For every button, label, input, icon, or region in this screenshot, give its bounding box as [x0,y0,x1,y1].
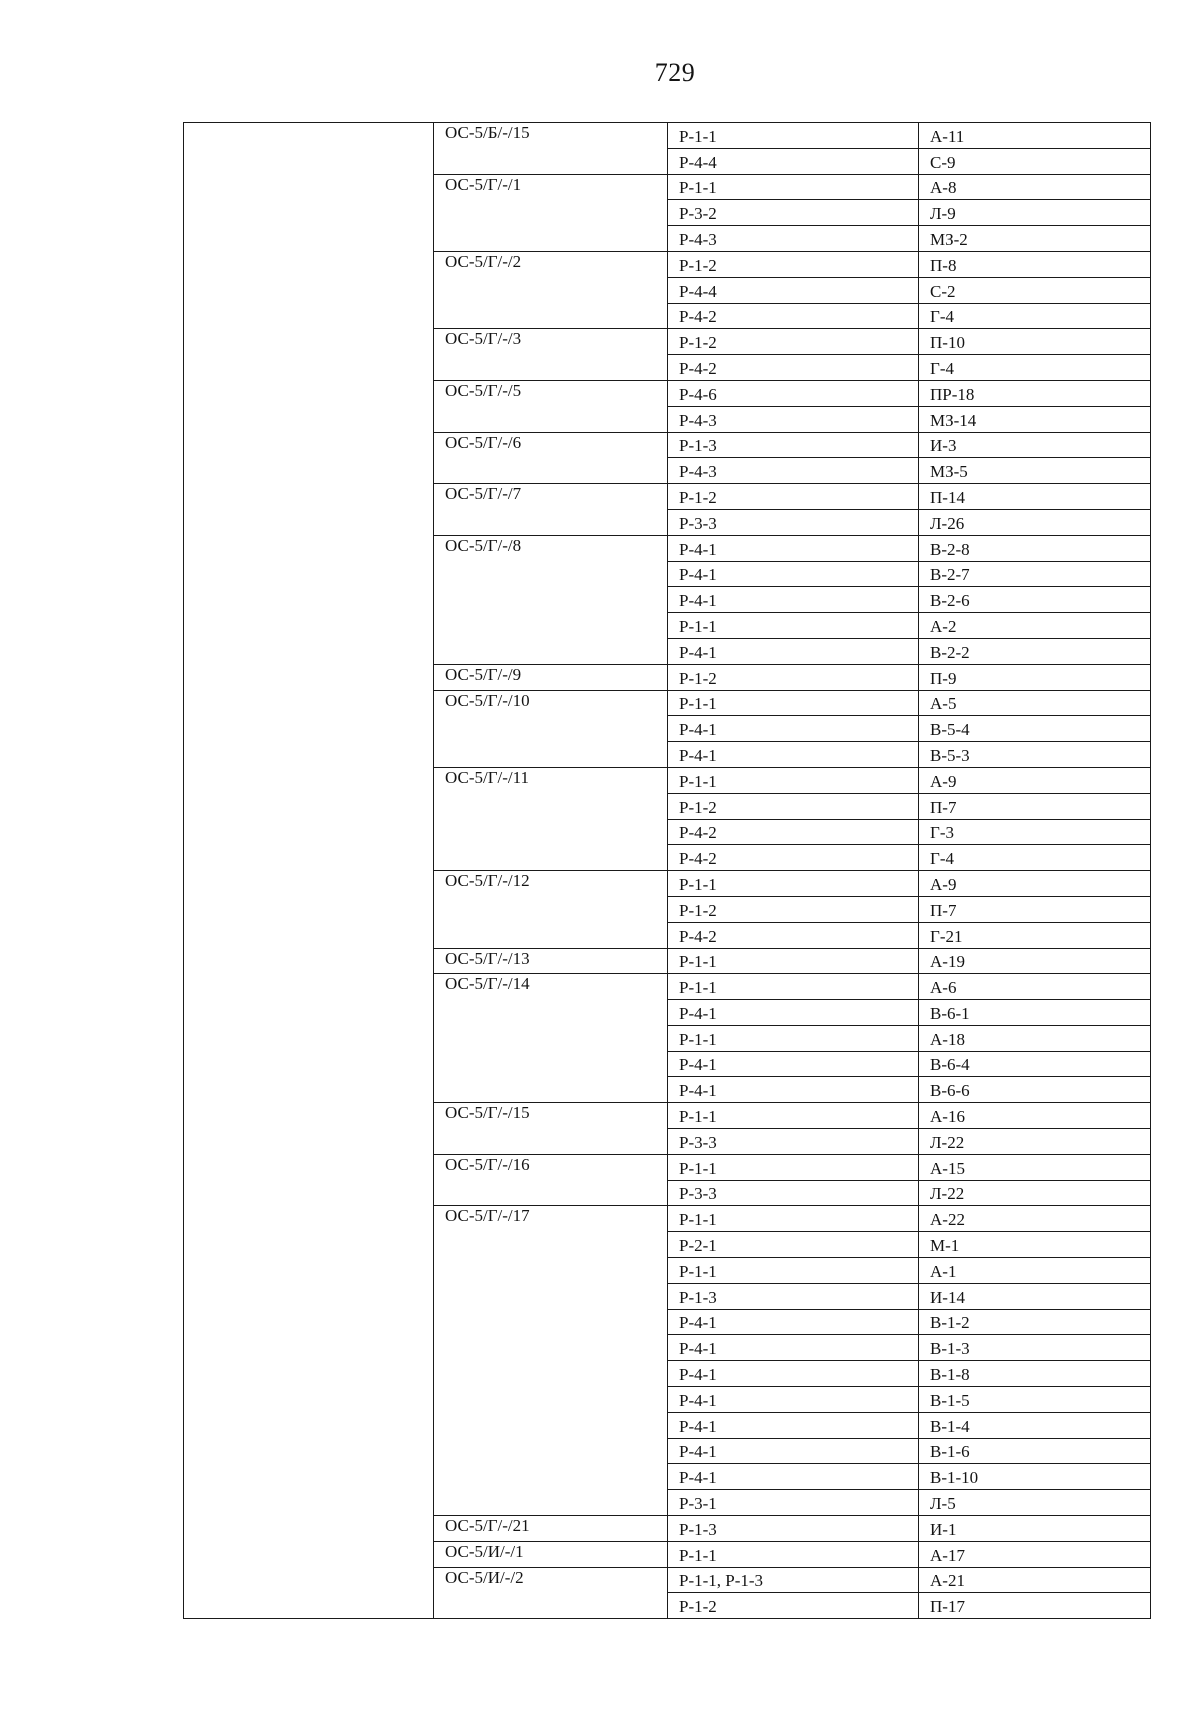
value-cell: А-2 [919,613,1151,639]
reference-cell: Р-1-1, Р-1-3 [668,1567,919,1593]
reference-cell: Р-4-1 [668,1335,919,1361]
reference-cell: Р-4-1 [668,587,919,613]
reference-cell: Р-4-3 [668,406,919,432]
reference-cell: Р-1-2 [668,896,919,922]
value-cell: П-8 [919,251,1151,277]
reference-cell: Р-4-1 [668,561,919,587]
reference-cell: Р-1-3 [668,432,919,458]
value-cell: В-2-6 [919,587,1151,613]
group-code-cell: ОС-5/Г/-/10 [434,690,668,767]
value-cell: А-15 [919,1154,1151,1180]
reference-cell: Р-4-4 [668,148,919,174]
group-code-cell: ОС-5/Г/-/17 [434,1206,668,1516]
reference-cell: Р-1-1 [668,690,919,716]
reference-cell: Р-4-2 [668,303,919,329]
group-code-cell: ОС-5/Г/-/6 [434,432,668,484]
reference-cell: Р-4-2 [668,922,919,948]
value-cell: А-21 [919,1567,1151,1593]
value-cell: А-17 [919,1541,1151,1567]
value-cell: В-1-8 [919,1361,1151,1387]
reference-cell: Р-1-2 [668,793,919,819]
reference-cell: Р-4-1 [668,742,919,768]
table-body [184,123,1151,1619]
reference-cell: Р-1-1 [668,174,919,200]
value-cell: И-3 [919,432,1151,458]
value-cell: И-1 [919,1516,1151,1542]
reference-cell: Р-4-4 [668,277,919,303]
group-code-cell: ОС-5/Г/-/15 [434,1103,668,1155]
reference-cell: Р-1-2 [668,484,919,510]
reference-cell: Р-4-3 [668,458,919,484]
value-cell: В-1-2 [919,1309,1151,1335]
reference-cell: Р-4-3 [668,226,919,252]
value-cell: А-1 [919,1258,1151,1284]
reference-cell: Р-1-1 [668,767,919,793]
value-cell: МЗ-2 [919,226,1151,252]
group-code-cell: ОС-5/Г/-/8 [434,535,668,664]
value-cell: А-9 [919,871,1151,897]
group-code-cell: ОС-5/Г/-/16 [434,1154,668,1206]
reference-cell: Р-1-2 [668,664,919,690]
group-code-cell: ОС-5/Г/-/12 [434,871,668,948]
value-cell: В-1-5 [919,1387,1151,1413]
group-code-cell: ОС-5/Г/-/14 [434,974,668,1103]
value-cell: Л-9 [919,200,1151,226]
value-cell: А-16 [919,1103,1151,1129]
value-cell: П-17 [919,1593,1151,1619]
group-code-cell: ОС-5/Г/-/1 [434,174,668,251]
reference-cell: Р-1-1 [668,1258,919,1284]
reference-cell: Р-1-1 [668,948,919,974]
reference-cell: Р-3-3 [668,1129,919,1155]
value-cell: А-18 [919,1025,1151,1051]
reference-cell: Р-4-1 [668,535,919,561]
reference-cell: Р-1-2 [668,1593,919,1619]
reference-cell: Р-4-1 [668,1000,919,1026]
reference-cell: Р-1-3 [668,1283,919,1309]
reference-cell: Р-1-1 [668,1025,919,1051]
value-cell: В-6-1 [919,1000,1151,1026]
value-cell: В-2-8 [919,535,1151,561]
value-cell: ПР-18 [919,380,1151,406]
value-cell: А-11 [919,123,1151,149]
data-table [183,122,1151,1619]
value-cell: В-5-3 [919,742,1151,768]
reference-cell: Р-1-1 [668,1154,919,1180]
value-cell: Г-4 [919,303,1151,329]
reference-cell: Р-1-1 [668,613,919,639]
reference-cell: Р-1-1 [668,974,919,1000]
reference-cell: Р-3-2 [668,200,919,226]
reference-cell: Р-4-1 [668,1077,919,1103]
group-code-cell: ОС-5/И/-/1 [434,1541,668,1567]
value-cell: В-2-7 [919,561,1151,587]
blank-column-cell [184,123,434,1619]
value-cell: А-9 [919,767,1151,793]
reference-cell: Р-4-2 [668,845,919,871]
group-code-cell: ОС-5/И/-/2 [434,1567,668,1619]
value-cell: П-7 [919,793,1151,819]
group-code-cell: ОС-5/Г/-/3 [434,329,668,381]
reference-cell: Р-4-1 [668,716,919,742]
reference-cell: Р-1-1 [668,123,919,149]
value-cell: В-2-2 [919,638,1151,664]
table-row [184,123,1151,149]
reference-cell: Р-4-1 [668,1361,919,1387]
value-cell: В-1-10 [919,1464,1151,1490]
reference-cell: Р-4-1 [668,1438,919,1464]
value-cell: В-1-4 [919,1412,1151,1438]
value-cell: П-7 [919,896,1151,922]
reference-cell: Р-3-1 [668,1490,919,1516]
value-cell: В-1-3 [919,1335,1151,1361]
reference-cell: Р-1-1 [668,871,919,897]
group-code-cell: ОС-5/Б/-/15 [434,123,668,175]
reference-cell: Р-1-3 [668,1516,919,1542]
reference-cell: Р-4-1 [668,1309,919,1335]
reference-cell: Р-1-2 [668,329,919,355]
group-code-cell: ОС-5/Г/-/5 [434,380,668,432]
value-cell: Л-5 [919,1490,1151,1516]
value-cell: В-6-6 [919,1077,1151,1103]
value-cell: В-5-4 [919,716,1151,742]
page-number: 729 [654,58,696,87]
group-code-cell: ОС-5/Г/-/11 [434,767,668,870]
value-cell: А-6 [919,974,1151,1000]
value-cell: МЗ-5 [919,458,1151,484]
reference-cell: Р-1-1 [668,1206,919,1232]
reference-cell: Р-4-1 [668,1464,919,1490]
value-cell: П-9 [919,664,1151,690]
reference-cell: Р-4-6 [668,380,919,406]
value-cell: Г-4 [919,845,1151,871]
value-cell: Г-3 [919,819,1151,845]
reference-cell: Р-4-1 [668,638,919,664]
value-cell: В-1-6 [919,1438,1151,1464]
value-cell: М-1 [919,1232,1151,1258]
value-cell: Л-26 [919,509,1151,535]
value-cell: А-19 [919,948,1151,974]
group-code-cell: ОС-5/Г/-/2 [434,251,668,328]
value-cell: А-8 [919,174,1151,200]
reference-cell: Р-4-1 [668,1412,919,1438]
reference-cell: Р-2-1 [668,1232,919,1258]
reference-cell: Р-1-1 [668,1103,919,1129]
value-cell: Г-21 [919,922,1151,948]
reference-cell: Р-3-3 [668,509,919,535]
reference-cell: Р-3-3 [668,1180,919,1206]
reference-cell: Р-1-2 [668,251,919,277]
value-cell: Г-4 [919,355,1151,381]
value-cell: С-9 [919,148,1151,174]
reference-cell: Р-1-1 [668,1541,919,1567]
reference-cell: Р-4-1 [668,1387,919,1413]
value-cell: И-14 [919,1283,1151,1309]
reference-cell: Р-4-1 [668,1051,919,1077]
value-cell: МЗ-14 [919,406,1151,432]
value-cell: Л-22 [919,1129,1151,1155]
reference-cell: Р-4-2 [668,819,919,845]
group-code-cell: ОС-5/Г/-/9 [434,664,668,690]
value-cell: В-6-4 [919,1051,1151,1077]
value-cell: А-5 [919,690,1151,716]
reference-cell: Р-4-2 [668,355,919,381]
group-code-cell: ОС-5/Г/-/7 [434,484,668,536]
value-cell: А-22 [919,1206,1151,1232]
value-cell: С-2 [919,277,1151,303]
value-cell: П-10 [919,329,1151,355]
value-cell: П-14 [919,484,1151,510]
group-code-cell: ОС-5/Г/-/13 [434,948,668,974]
value-cell: Л-22 [919,1180,1151,1206]
group-code-cell: ОС-5/Г/-/21 [434,1516,668,1542]
